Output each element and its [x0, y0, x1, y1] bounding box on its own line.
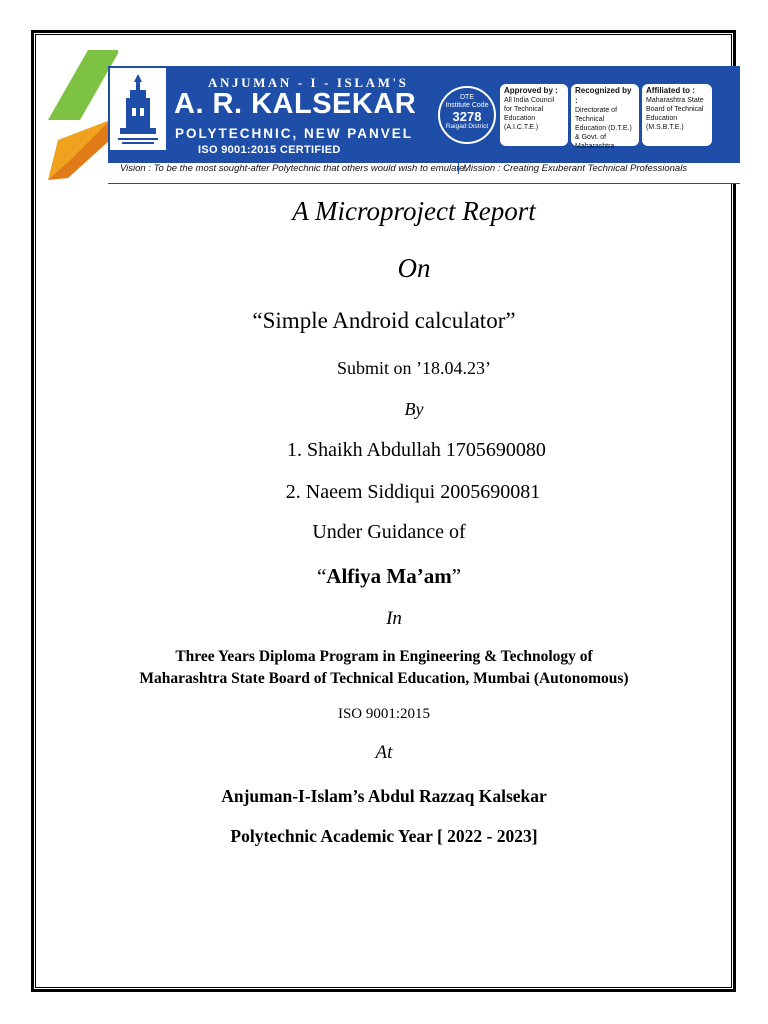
iso-label: ISO 9001:2015	[337, 706, 431, 722]
approved-by-box	[500, 84, 568, 146]
guide-line	[0, 564, 768, 589]
affiliated-to-box	[642, 84, 712, 146]
dte-label: DTE	[460, 94, 474, 101]
guide-close-quote: ”	[451, 564, 462, 588]
report-on: On	[397, 253, 431, 283]
by-label: By	[404, 399, 424, 419]
college-line-2: Polytechnic Academic Year [ 2022 - 2023]	[230, 826, 538, 846]
approved-heading: Approved by :	[504, 86, 558, 95]
affiliated-body: Maharashtra State Board of Technical Education (M.S.B.T.E.)	[646, 97, 704, 131]
approved-body: All India Council for Technical Education (A.I.C.T.E.)	[504, 97, 555, 131]
dte-institute-code-label: Institute Code	[445, 102, 489, 109]
institution-place: POLYTECHNIC, NEW PANVEL	[175, 126, 414, 141]
project-name: “Simple Android calculator”	[252, 308, 516, 333]
in-label: In	[386, 608, 402, 629]
recognized-by-box	[571, 84, 639, 150]
dte-code-badge	[438, 86, 496, 144]
report-title: A Microproject Report	[292, 196, 536, 226]
institution-banner	[48, 50, 716, 182]
program-line-2: Maharashtra State Board of Technical Education, Mumbai (Autonomous)	[139, 670, 629, 687]
student-1: 1. Shaikh Abdullah 1705690080	[287, 439, 546, 461]
institution-prefix: ANJUMAN - I - ISLAM'S	[208, 75, 409, 90]
affiliated-heading: Affiliated to :	[646, 86, 695, 95]
recognized-heading: Recognized by :	[575, 86, 632, 105]
institution-name: A. R. KALSEKAR	[174, 88, 417, 120]
guide-name: Alfiya Ma’am	[326, 564, 452, 588]
dte-district: Raigad District	[445, 123, 489, 130]
college-line-1: Anjuman-I-Islam’s Abdul Razzaq Kalsekar	[221, 786, 547, 806]
college-emblem-icon	[110, 68, 166, 150]
certification-label: ISO 9001:2015 CERTIFIED	[198, 144, 341, 156]
at-label: At	[375, 742, 393, 763]
student-2: 2. Naeem Siddiqui 2005690081	[285, 481, 541, 503]
dte-code: 3278	[452, 109, 482, 124]
mission-statement: Mission : Creating Exuberant Technical Professionals	[458, 163, 741, 174]
guide-open-quote: “	[316, 564, 327, 588]
submission-date: Submit on ’18.04.23’	[336, 358, 491, 378]
guidance-label: Under Guidance of	[312, 521, 466, 543]
vision-statement: Vision : To be the most sought-after Polytechnic that others would wish to emulate.	[120, 163, 467, 174]
program-line-1: Three Years Diploma Program in Engineering & Technology of	[175, 648, 593, 665]
recognized-body: Directorate of Technical Education (D.T.E.) & Govt. of Maharashtra	[575, 107, 632, 150]
